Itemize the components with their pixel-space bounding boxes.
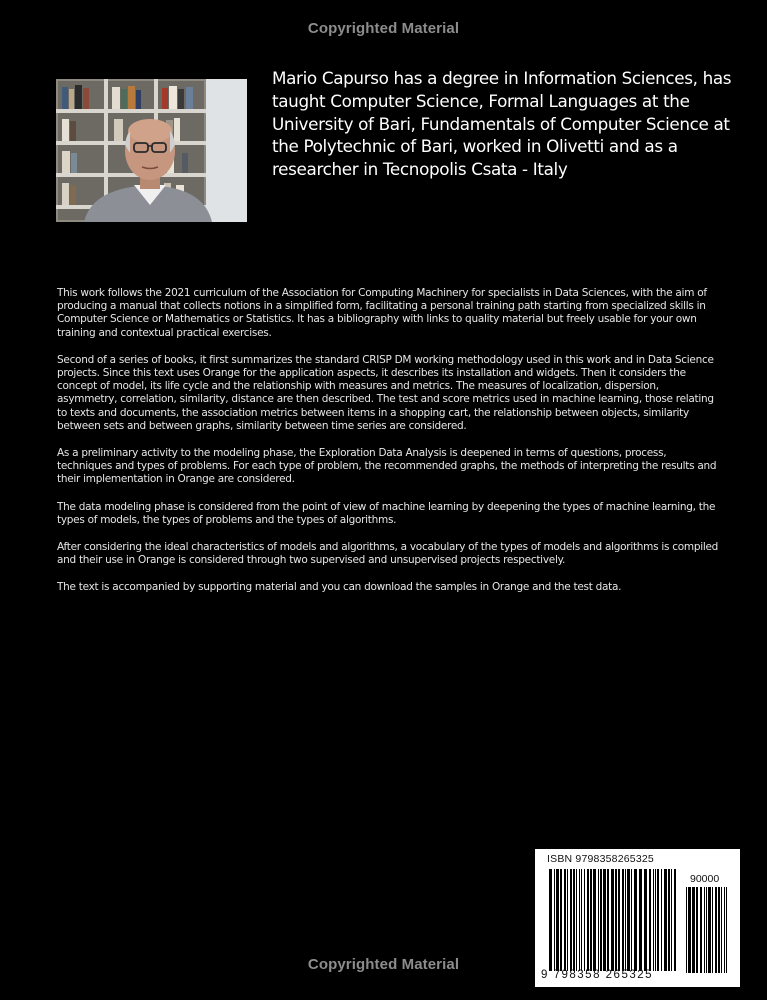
- barcode-digits: 9 798358 265325: [541, 969, 654, 981]
- copyright-watermark-top: Copyrighted Material: [307, 20, 460, 37]
- book-description: [57, 287, 722, 609]
- description-paragraph: After considering the ideal characteristics of models and algorithms, a vocabulary of the types of models and algorithms is compiled and their use in Orange is considered through two supervised and unsupervised projects respectively.: [57, 541, 719, 567]
- author-photo: [56, 79, 247, 222]
- description-paragraph: Second of a series of books, it first summarizes the standard CRISP DM working methodology used in this work and in Data Science projects. Since this text uses Orange for the application aspects, it describes its installation and widgets. Then it considers the concept of model, its life cycle and the relationship with measures and metrics. The measures of localization, dispersion, asymmetry, correlation, similarity, distance are then described. The test and score metrics used in machine learning, those relating to texts and documents, the association metrics between items in a shopping cart, the relationship between objects, similarity between sets and between graphs, similarity between time series are considered.: [57, 353, 714, 432]
- isbn-label: ISBN 9798358265325: [547, 853, 654, 865]
- description-paragraph: As a preliminary activity to the modeling phase, the Exploration Data Analysis is deepened in terms of questions, process, techniques and types of problems. For each type of problem, the recommended graphs, the methods of interpreting the results and their implementation in Orange are considered.: [57, 447, 717, 486]
- author-bio: Mario Capurso has a degree in Information Sciences, has taught Computer Science, Formal Languages at the University of Bari, Fundamentals of Computer Science at the Polytechnic of Bari, worked in Olivetti and as a researcher in Tecnopolis Csata - Italy: [272, 68, 732, 180]
- description-paragraph: The data modeling phase is considered from the point of view of machine learning by deepening the types of machine learning, the types of models, the types of problems and the types of algorithms.: [57, 500, 716, 526]
- copyright-watermark-bottom: Copyrighted Material: [307, 956, 460, 973]
- price-code: 90000: [690, 873, 720, 885]
- description-paragraph: This work follows the 2021 curriculum of the Association for Computing Machinery for specialists in Data Sciences, with the aim of producing a manual that collects notions in a simplified form, facilitating a personal training path starting from specialized skills in Computer Science or Mathematics or Statistics. It has a bibliography with links to quality material but freely usable for your own training and contextual practical exercises.: [57, 287, 707, 339]
- description-paragraph: The text is accompanied by supporting material and you can download the samples in Orange and the test data.: [57, 581, 622, 594]
